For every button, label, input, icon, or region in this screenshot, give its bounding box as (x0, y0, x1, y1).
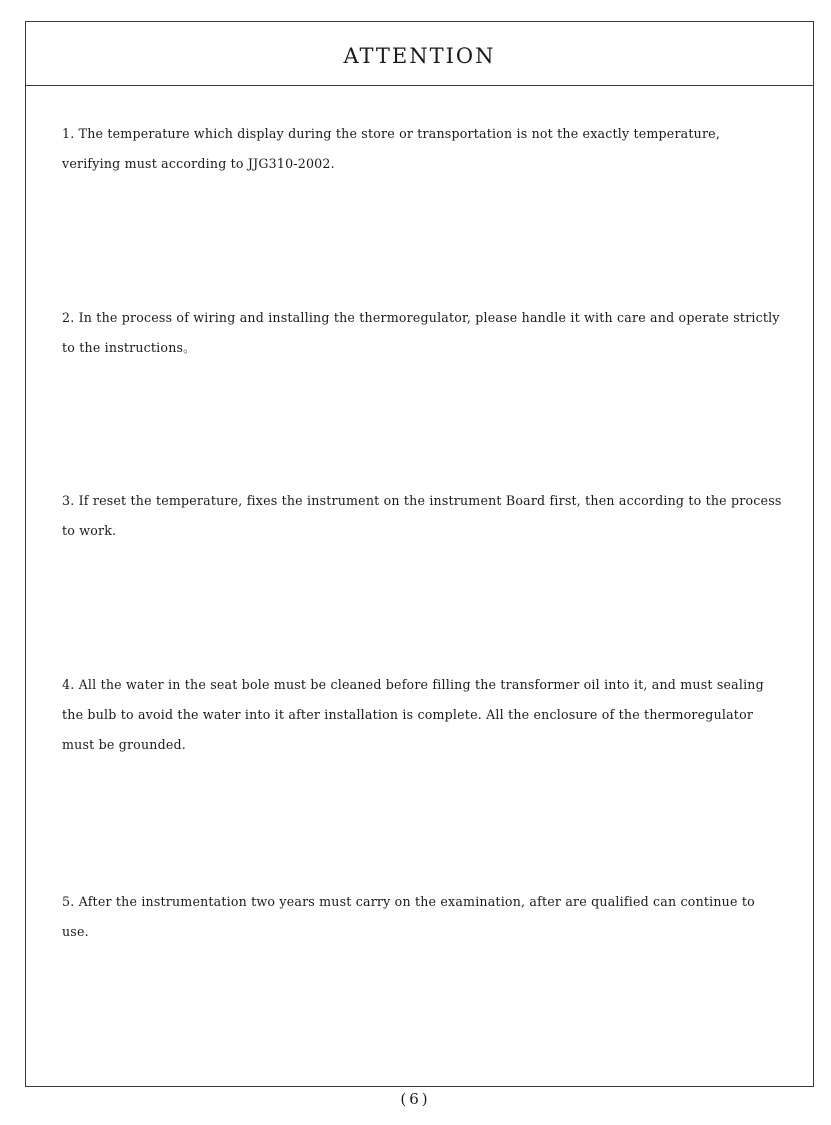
page-title: ATTENTION (343, 43, 496, 68)
attention-item-2: 2. In the process of wiring and installing the thermoregulator, please handle it with care and operate strictly to the instructions。 (62, 310, 780, 355)
attention-item-3: 3. If reset the temperature, fixes the instrument on the instrument Board first, then according to the process to work. (62, 493, 782, 538)
title-bar (26, 22, 813, 86)
page-frame (25, 21, 814, 1087)
page-number: (6) (400, 1090, 431, 1108)
attention-item-4: 4. All the water in the seat bole must be cleaned before filling the transformer oil into it, and must sealing the bulb to avoid the water into it after installation is complete. All the enclosure of the thermoregulator must be grounded. (62, 677, 764, 752)
attention-item-5: 5. After the instrumentation two years must carry on the examination, after are qualified can continue to use. (62, 894, 755, 939)
attention-item-1: 1. The temperature which display during the store or transportation is not the exactly temperature, verifying must according to JJG310-2002. (62, 126, 721, 171)
